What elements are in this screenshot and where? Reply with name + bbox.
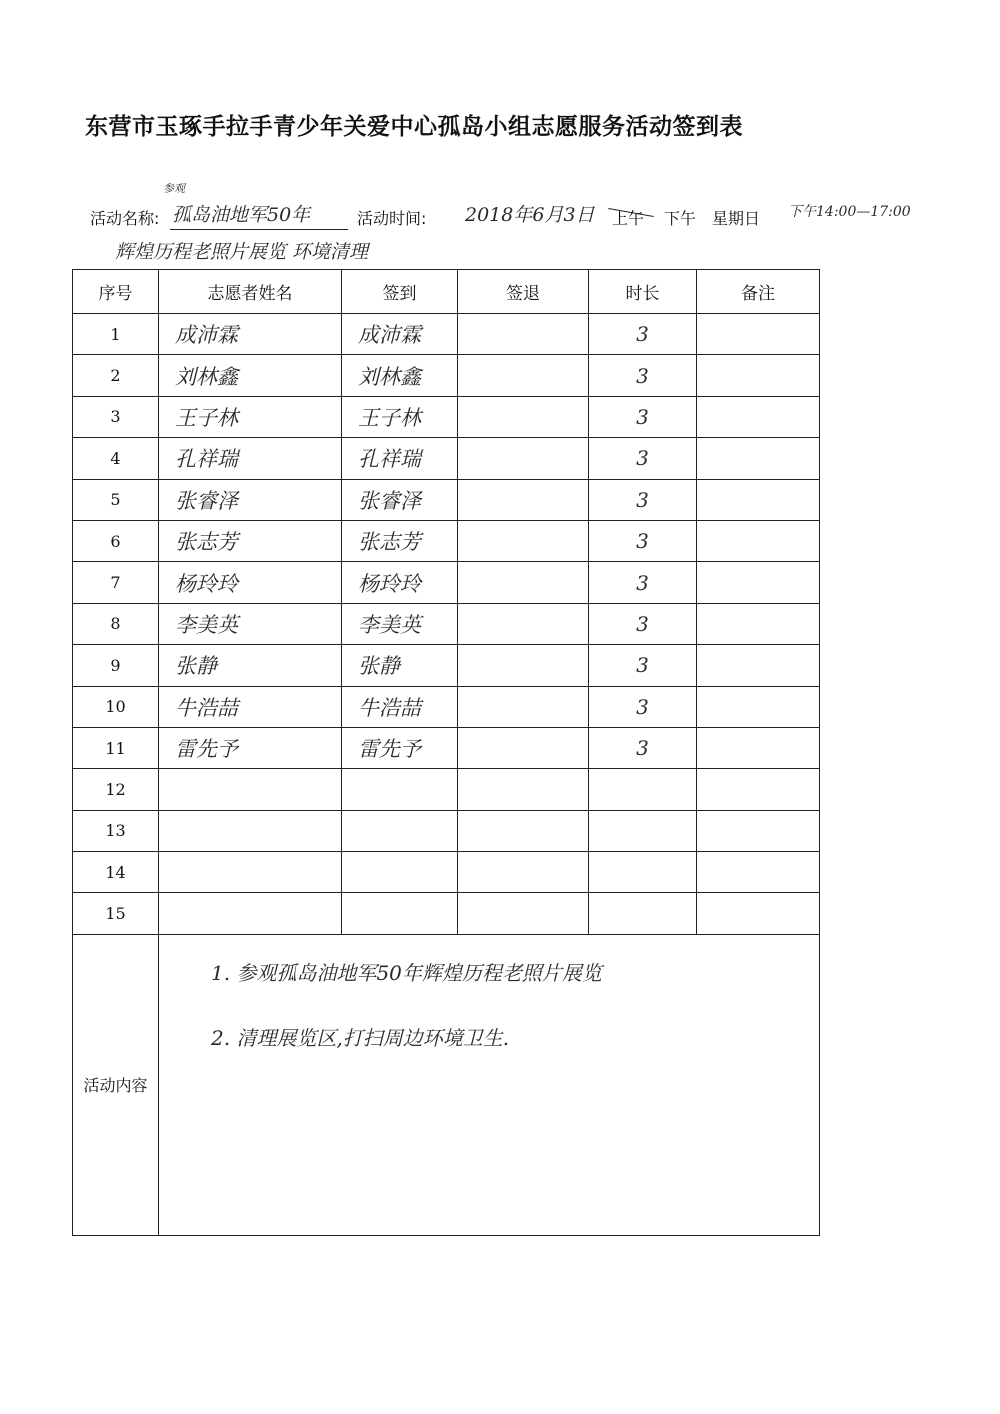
note-cell — [697, 438, 820, 479]
sign-out-cell — [458, 893, 589, 934]
sign-in-signature-text: 张志芳 — [358, 530, 421, 555]
duration-cell-text: 3 — [636, 446, 649, 471]
table-row — [73, 396, 820, 437]
sign-in-signature — [342, 645, 458, 686]
table-row — [73, 314, 820, 355]
volunteer-name — [159, 686, 342, 727]
duration-cell-text: 3 — [636, 363, 649, 388]
duration-cell-text: 3 — [636, 322, 649, 347]
sign-in-signature-text: 张静 — [358, 654, 400, 679]
duration-cell-text: 3 — [636, 736, 649, 761]
activity-name-line1: 孤岛油地军50年 — [172, 204, 311, 226]
sign-in-signature — [342, 562, 458, 603]
volunteer-name — [159, 810, 342, 851]
volunteer-name-text: 牛浩喆 — [175, 695, 238, 720]
sign-in-signature — [342, 520, 458, 561]
activity-name-label: 活动名称: — [90, 209, 160, 228]
note-cell — [697, 769, 820, 810]
sign-out-cell — [458, 645, 589, 686]
sign-out-cell — [458, 852, 589, 893]
note-cell — [697, 727, 820, 768]
volunteer-name-text: 张睿泽 — [175, 488, 238, 513]
volunteer-name-text: 雷先予 — [175, 737, 238, 762]
row-number: 8 — [73, 603, 159, 644]
activity-date: 2018年6月3日 — [465, 204, 595, 226]
sign-in-signature-text: 孔祥瑞 — [358, 447, 421, 472]
row-number: 6 — [73, 520, 159, 561]
volunteer-name — [159, 893, 342, 934]
row-number: 2 — [73, 355, 159, 396]
volunteer-name-text: 李美英 — [175, 612, 238, 637]
row-number: 9 — [73, 645, 159, 686]
sign-in-signature — [342, 769, 458, 810]
volunteer-name-text: 王子林 — [175, 405, 238, 430]
duration-cell — [589, 479, 697, 520]
note-cell — [697, 852, 820, 893]
activity-time-value: 下午14:00—17:00 — [788, 204, 911, 220]
row-number: 11 — [73, 727, 159, 768]
activity-name-annotation: 参观 — [163, 182, 185, 195]
note-cell — [697, 314, 820, 355]
row-number: 4 — [73, 438, 159, 479]
volunteer-name — [159, 727, 342, 768]
duration-cell-text: 3 — [636, 653, 649, 678]
sign-in-signature — [342, 479, 458, 520]
duration-cell — [589, 810, 697, 851]
note-cell — [697, 562, 820, 603]
row-number: 3 — [73, 396, 159, 437]
note-cell — [697, 810, 820, 851]
volunteer-name — [159, 479, 342, 520]
content-row — [73, 934, 820, 1235]
sign-in-signature — [342, 314, 458, 355]
volunteer-name-text: 张志芳 — [175, 530, 238, 555]
duration-cell — [589, 769, 697, 810]
sign-in-signature — [342, 603, 458, 644]
content-label: 活动内容 — [73, 934, 159, 1235]
volunteer-name — [159, 314, 342, 355]
duration-cell — [589, 396, 697, 437]
volunteer-name — [159, 355, 342, 396]
volunteer-name — [159, 769, 342, 810]
sign-out-cell — [458, 686, 589, 727]
note-cell — [697, 645, 820, 686]
activity-name-underline — [170, 229, 348, 230]
duration-cell — [589, 603, 697, 644]
volunteer-name — [159, 562, 342, 603]
row-number: 10 — [73, 686, 159, 727]
duration-cell — [589, 686, 697, 727]
activity-name-line2: 辉煌历程老照片展览 环境清理 — [115, 241, 369, 263]
duration-cell — [589, 727, 697, 768]
sign-in-signature — [342, 852, 458, 893]
am-label: 上午 — [612, 209, 645, 228]
duration-cell — [589, 562, 697, 603]
table-row — [73, 852, 820, 893]
note-cell — [697, 396, 820, 437]
table-row — [73, 355, 820, 396]
weekday-label: 星期日 — [712, 209, 761, 228]
page-title: 东营市玉琢手拉手青少年关爱中心孤岛小组志愿服务活动签到表 — [85, 114, 743, 140]
table-body — [73, 314, 820, 935]
duration-cell-text: 3 — [636, 487, 649, 512]
sign-out-cell — [458, 603, 589, 644]
note-cell — [697, 520, 820, 561]
row-number: 14 — [73, 852, 159, 893]
duration-cell — [589, 893, 697, 934]
sign-in-signature — [342, 396, 458, 437]
sign-in-signature-text: 王子林 — [358, 405, 421, 430]
duration-cell — [589, 314, 697, 355]
duration-cell-text: 3 — [636, 404, 649, 429]
volunteer-name — [159, 520, 342, 561]
sign-out-cell — [458, 520, 589, 561]
row-number: 7 — [73, 562, 159, 603]
table-row — [73, 727, 820, 768]
volunteer-name-text: 张静 — [175, 654, 217, 679]
volunteer-name-text: 刘林鑫 — [175, 364, 238, 389]
row-number: 15 — [73, 893, 159, 934]
content-line-2: 2. 清理展览区,打扫周边环境卫生. — [211, 1025, 510, 1050]
note-cell — [697, 479, 820, 520]
sign-in-signature-text: 牛浩喆 — [358, 695, 421, 720]
sign-in-signature — [342, 727, 458, 768]
table-row — [73, 769, 820, 810]
table-row — [73, 893, 820, 934]
duration-cell — [589, 355, 697, 396]
volunteer-name-text: 杨玲玲 — [175, 571, 238, 596]
row-number: 1 — [73, 314, 159, 355]
volunteer-name-text: 孔祥瑞 — [175, 447, 238, 472]
table-header-row — [73, 270, 820, 314]
sign-in-signature-text: 成沛霖 — [358, 323, 421, 348]
duration-cell — [589, 645, 697, 686]
table-row — [73, 562, 820, 603]
sign-in-signature — [342, 355, 458, 396]
header-sign-in: 签到 — [342, 270, 458, 314]
duration-cell — [589, 438, 697, 479]
content-cell — [159, 934, 820, 1235]
table-row — [73, 479, 820, 520]
volunteer-name — [159, 603, 342, 644]
sign-in-signature — [342, 686, 458, 727]
duration-cell-text: 3 — [636, 611, 649, 636]
header-note: 备注 — [697, 270, 820, 314]
table-row — [73, 686, 820, 727]
duration-cell — [589, 852, 697, 893]
header-name: 志愿者姓名 — [159, 270, 342, 314]
volunteer-name — [159, 438, 342, 479]
note-cell — [697, 603, 820, 644]
sign-in-signature — [342, 438, 458, 479]
volunteer-name — [159, 645, 342, 686]
table-row — [73, 810, 820, 851]
duration-cell-text: 3 — [636, 529, 649, 554]
signin-table — [72, 269, 820, 1236]
sign-out-cell — [458, 727, 589, 768]
header-no: 序号 — [73, 270, 159, 314]
duration-cell-text: 3 — [636, 570, 649, 595]
header-duration: 时长 — [589, 270, 697, 314]
duration-cell — [589, 520, 697, 561]
sign-in-signature-text: 雷先予 — [358, 737, 421, 762]
row-number: 13 — [73, 810, 159, 851]
volunteer-name-text: 成沛霖 — [175, 323, 238, 348]
sign-out-cell — [458, 314, 589, 355]
table-row — [73, 603, 820, 644]
duration-cell-text: 3 — [636, 694, 649, 719]
pm-label: 下午 — [664, 209, 697, 228]
sign-out-cell — [458, 769, 589, 810]
table-row — [73, 645, 820, 686]
volunteer-name — [159, 396, 342, 437]
sign-out-cell — [458, 438, 589, 479]
volunteer-name — [159, 852, 342, 893]
sign-in-signature — [342, 893, 458, 934]
sign-in-signature — [342, 810, 458, 851]
header-sign-out: 签退 — [458, 270, 589, 314]
sign-in-signature-text: 杨玲玲 — [358, 571, 421, 596]
sign-in-signature-text: 李美英 — [358, 612, 421, 637]
sign-out-cell — [458, 810, 589, 851]
note-cell — [697, 893, 820, 934]
activity-time-label: 活动时间: — [357, 209, 427, 228]
table-row — [73, 438, 820, 479]
sign-in-signature-text: 张睿泽 — [358, 488, 421, 513]
table-row — [73, 520, 820, 561]
sign-out-cell — [458, 562, 589, 603]
content-line-1: 1. 参观孤岛油地军50年辉煌历程老照片展览 — [211, 960, 602, 985]
note-cell — [697, 686, 820, 727]
sign-in-signature-text: 刘林鑫 — [358, 364, 421, 389]
sign-out-cell — [458, 355, 589, 396]
row-number: 12 — [73, 769, 159, 810]
sign-out-cell — [458, 396, 589, 437]
note-cell — [697, 355, 820, 396]
sign-out-cell — [458, 479, 589, 520]
row-number: 5 — [73, 479, 159, 520]
